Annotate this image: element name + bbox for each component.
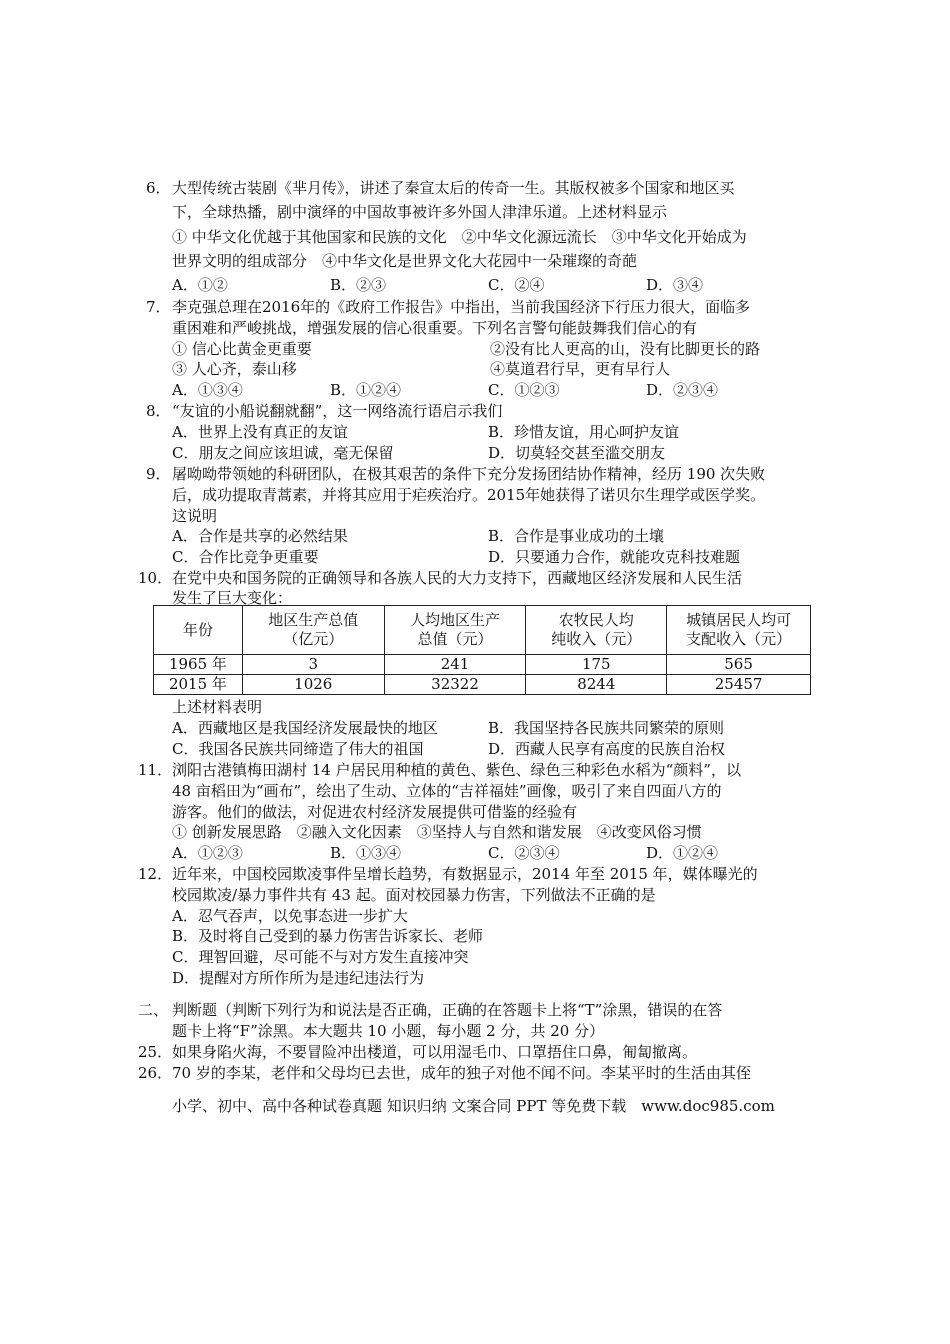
question-text: 游客。他们的做法，对促进农村经济发展提供可借鉴的经验有	[172, 803, 578, 821]
question-number: 8．	[146, 402, 171, 420]
statistics-table	[153, 605, 811, 695]
option-b: B．①③④	[330, 844, 402, 862]
option-a: A．世界上没有真正的友谊	[172, 423, 348, 441]
column-header: 人均地区生产 总值（元）	[384, 606, 526, 655]
table-cell: 241	[384, 655, 526, 675]
option-c: C．我国各民族共同缔造了伟大的祖国	[172, 740, 424, 758]
question-number: 9．	[146, 465, 171, 483]
question-text: 浏阳古港镇梅田湖村 14 户居民用种植的黄色、紫色、绿色三种彩色水稻为“颜料”，以	[172, 761, 741, 779]
option-b: B．①②④	[330, 381, 402, 399]
question-text: 下，全球热播，剧中演绎的中国故事被许多外国人津津乐道。上述材料显示	[172, 203, 668, 221]
table-cell: 2015 年	[154, 675, 243, 695]
statement-item: ②没有比人更高的山，没有比脚更长的路	[490, 340, 761, 358]
table-cell: 1965 年	[154, 655, 243, 675]
table-cell: 25457	[667, 675, 811, 695]
option-b: B．②③	[330, 276, 387, 294]
option-c: C．②③④	[488, 844, 560, 862]
column-header: 年份	[154, 606, 243, 655]
table-row	[154, 675, 811, 695]
section-number: 二、	[138, 1001, 169, 1019]
question-text: 世界文明的组成部分 ④中华文化是世界文化大花园中一朵璀璨的奇葩	[172, 252, 638, 270]
question-text: “友谊的小船说翻就翻”，这一网络流行语启示我们	[172, 402, 503, 420]
question-text: 近年来，中国校园欺凌事件呈增长趋势，有数据显示，2014 年至 2015 年，媒体曝光的	[172, 865, 758, 883]
question-text: 大型传统古装剧《芈月传》，讲述了秦宣太后的传奇一生。其版权被多个国家和地区买	[172, 179, 735, 197]
option-b: B．我国坚持各民族共同繁荣的原则	[488, 719, 725, 737]
question-text: 发生了巨大变化：	[172, 589, 293, 607]
question-text: 70 岁的李某，老伴和父母均已去世，成年的独子对他不闻不问。李某平时的生活由其侄	[172, 1064, 751, 1082]
question-text: 上述材料表明	[172, 698, 263, 716]
table-cell: 175	[526, 655, 667, 675]
question-text: 48 亩稻田为“画布”，绘出了生动、立体的“吉祥福娃”画像，吸引了来自四面八方的	[172, 782, 722, 800]
question-text: 在党中央和国务院的正确领导和各族人民的大力支持下，西藏地区经济发展和人民生活	[172, 569, 743, 587]
option-d: D．③④	[646, 276, 704, 294]
question-text: ① 创新发展思路 ②融入文化因素 ③坚持人与自然和谐发展 ④改变风俗习惯	[172, 823, 702, 841]
question-number: 25．	[138, 1043, 173, 1061]
option-d: D．切莫轻交甚至滥交朋友	[488, 444, 666, 462]
question-text: 这说明	[172, 507, 218, 525]
table-cell: 32322	[384, 675, 526, 695]
page-footer: 小学、初中、高中各种试卷真题 知识归纳 文案合同 PPT 等免费下载 www.doc985.com	[172, 1097, 775, 1115]
question-text: 校园欺凌/暴力事件共有 43 起。面对校园暴力伤害，下列做法不正确的是	[172, 886, 656, 904]
option-b: B．合作是事业成功的土壤	[488, 527, 665, 545]
table-header-row	[154, 606, 811, 655]
section-heading: 题卡上将“F”涂黑。本大题共 10 小题，每小题 2 分，共 20 分）	[172, 1022, 605, 1040]
option-c: C．②④	[488, 276, 545, 294]
option-c: C．理智回避，尽可能不与对方发生直接冲突	[172, 948, 469, 966]
option-d: D．②③④	[646, 381, 719, 399]
question-number: 11．	[138, 761, 173, 779]
question-number: 12．	[138, 865, 173, 883]
option-d: D．①②④	[646, 844, 719, 862]
question-number: 26．	[138, 1064, 173, 1082]
section-heading: 判断题（判断下列行为和说法是否正确，正确的在答题卡上将“T”涂黑，错误的在答	[172, 1001, 723, 1019]
option-d: D．只要通力合作，就能攻克科技难题	[488, 548, 741, 566]
question-text: 如果身陷火海，不要冒险冲出楼道，可以用湿毛巾、口罩捂住口鼻，匍匐撤离。	[172, 1043, 698, 1061]
column-header: 城镇居民人均可 支配收入（元）	[667, 606, 811, 655]
option-a: A．①②	[172, 276, 228, 294]
question-text: 重困难和严峻挑战，增强发展的信心很重要。下列名言警句能鼓舞我们信心的有	[172, 319, 698, 337]
option-d: D．西藏人民享有高度的民族自治权	[488, 740, 726, 758]
option-a: A．西藏地区是我国经济发展最快的地区	[172, 719, 438, 737]
option-b: B．珍惜友谊，用心呵护友谊	[488, 423, 680, 441]
option-a: A．①③④	[172, 381, 243, 399]
statement-item: ① 信心比黄金更重要	[172, 340, 312, 358]
option-c: C．①②③	[488, 381, 560, 399]
statement-item: ④莫道君行早，更有早行人	[490, 360, 671, 378]
option-a: A．合作是共享的必然结果	[172, 527, 348, 545]
option-c: C．合作比竞争更重要	[172, 548, 319, 566]
table-cell: 3	[242, 655, 384, 675]
option-d: D．提醒对方所作所为是违纪违法行为	[172, 969, 425, 987]
statement-item: ③ 人心齐，泰山移	[172, 360, 297, 378]
question-number: 10．	[138, 569, 173, 587]
column-header: 地区生产总值 （亿元）	[242, 606, 384, 655]
question-number: 6．	[146, 179, 171, 197]
table-cell: 1026	[242, 675, 384, 695]
question-text: 李克强总理在2016年的《政府工作报告》中指出，当前我国经济下行压力很大，面临多	[172, 298, 751, 316]
column-header: 农牧民人均 纯收入（元）	[526, 606, 667, 655]
option-b: B．及时将自己受到的暴力伤害告诉家长、老师	[172, 927, 484, 945]
option-a: A．忍气吞声，以免事态进一步扩大	[172, 907, 408, 925]
table-cell: 8244	[526, 675, 667, 695]
question-text: ① 中华文化优越于其他国家和民族的文化 ②中华文化源远流长 ③中华文化开始成为	[172, 228, 747, 246]
option-a: A．①②③	[172, 844, 243, 862]
option-c: C．朋友之间应该坦诚，毫无保留	[172, 444, 394, 462]
table-cell: 565	[667, 655, 811, 675]
table-row	[154, 655, 811, 675]
question-text: 屠呦呦带领她的科研团队，在极其艰苦的条件下充分发扬团结协作精神，经历 190 次失败	[172, 465, 766, 483]
question-number: 7．	[146, 298, 171, 316]
question-text: 后，成功提取青蒿素，并将其应用于疟疾治疗。2015年她获得了诺贝尔生理学或医学奖。	[172, 486, 766, 504]
